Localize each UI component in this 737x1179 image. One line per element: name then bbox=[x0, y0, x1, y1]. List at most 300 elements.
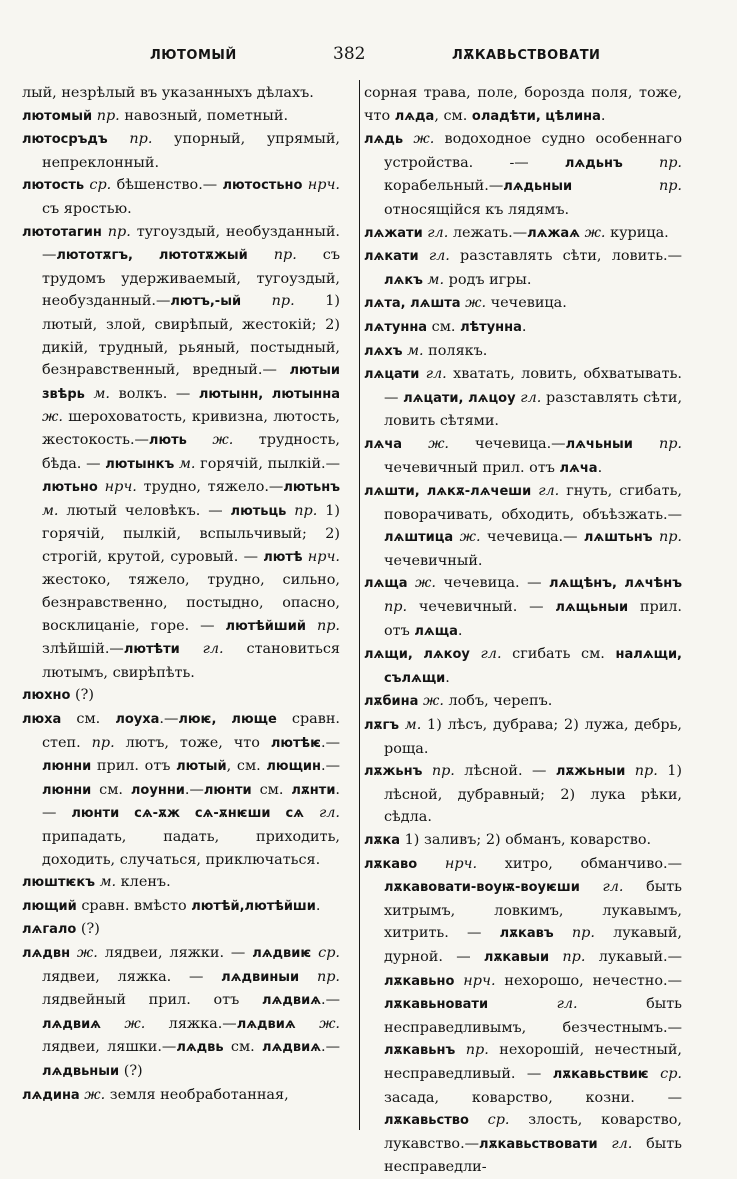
headword: лѫкавыи bbox=[483, 949, 550, 965]
page-number: 382 bbox=[333, 44, 366, 64]
headword: люхно bbox=[22, 688, 71, 704]
grammar-label: пр. bbox=[107, 223, 131, 240]
dictionary-entry bbox=[22, 105, 340, 129]
dictionary-entry bbox=[364, 128, 682, 221]
definition-text: . bbox=[521, 318, 527, 335]
grammar-label: гл. bbox=[425, 366, 447, 383]
grammar-label: ж. bbox=[428, 435, 449, 452]
grammar-label: гл. bbox=[520, 389, 542, 406]
definition-text bbox=[580, 879, 603, 895]
headword: лѫкавьство bbox=[384, 1113, 469, 1129]
headword: лѣтунна bbox=[460, 319, 522, 335]
headword: лѫка bbox=[364, 833, 401, 848]
dictionary-entry bbox=[364, 340, 682, 364]
definition-text: лый, незрѣлый въ указанныхъ дѣлахъ. bbox=[22, 85, 314, 101]
headword: лютыи звѣрь bbox=[42, 363, 340, 402]
definition-text: съ трудомъ удерживаемый, тугоуздый, необузданный.— bbox=[42, 247, 341, 310]
headword: лѧдвиѧ bbox=[262, 993, 322, 1009]
headword: лѧжати bbox=[364, 225, 423, 241]
grammar-label: пр. bbox=[316, 617, 341, 634]
definition-text: водоходное судно особеннаго устройства. -— bbox=[384, 131, 682, 171]
definition-text: быть несправедливымъ, безчестнымъ.— bbox=[384, 996, 682, 1036]
grammar-label: гл. bbox=[318, 805, 340, 822]
grammar-label: м. bbox=[178, 455, 196, 472]
headword: лѧдвь bbox=[176, 1040, 224, 1056]
definition-text: сравн. вмѣсто bbox=[76, 897, 192, 914]
headword: лѧдвьныи bbox=[42, 1063, 120, 1079]
definition-text: лежать.— bbox=[448, 224, 528, 241]
definition-text: лядвеи, ляшки.— bbox=[42, 1039, 177, 1056]
definition-text: курица. bbox=[605, 224, 669, 241]
dictionary-entry bbox=[22, 221, 340, 685]
definition-text bbox=[419, 248, 429, 264]
headword: лютый bbox=[176, 759, 227, 775]
definition-text: . — bbox=[42, 781, 340, 822]
definition-text: нехорошо, нечестно.— bbox=[495, 972, 682, 989]
definition-text: сгибать см. bbox=[501, 646, 616, 663]
definition-text bbox=[306, 618, 317, 634]
headword: лющий bbox=[22, 898, 77, 914]
definition-text bbox=[187, 432, 213, 448]
definition-text bbox=[296, 1016, 319, 1032]
headword: лѫкавьствовати bbox=[479, 1136, 598, 1152]
definition-text bbox=[101, 1016, 124, 1032]
headword: люнни bbox=[42, 782, 92, 798]
definition-text bbox=[402, 436, 428, 452]
grammar-label: пр. bbox=[91, 734, 115, 751]
headword: лютостьно bbox=[222, 178, 303, 194]
definition-text: припадать, падать, приходить, доходить, случаться, приключаться. bbox=[42, 829, 340, 868]
definition-text: ляжка.— bbox=[145, 1015, 237, 1032]
headword: лѫжьныи bbox=[555, 764, 626, 780]
grammar-label: нрч. bbox=[104, 479, 137, 496]
grammar-label: пр. bbox=[658, 435, 682, 452]
headword: лоуха bbox=[115, 712, 160, 728]
definition-text: .— bbox=[321, 734, 340, 751]
headword: лѫкаво bbox=[364, 856, 418, 872]
definition-text: чечевица. bbox=[486, 295, 567, 312]
definition-text: полякъ. bbox=[423, 342, 488, 359]
headword: лѧшти, лѧкѫ-лѧчеши bbox=[364, 484, 532, 500]
definition-text bbox=[454, 973, 463, 989]
grammar-label: м. bbox=[42, 502, 59, 519]
column-divider bbox=[359, 80, 360, 1130]
headword: лютынкъ bbox=[105, 456, 175, 472]
headword: лютьць bbox=[230, 503, 287, 519]
definition-text: чечевичный прил. отъ bbox=[384, 459, 560, 476]
grammar-label: пр. bbox=[384, 599, 408, 616]
definition-text: злѣйшій.— bbox=[42, 641, 124, 658]
headword: лѫкавъ bbox=[499, 926, 554, 942]
definition-text: засада, коварство, козни. — bbox=[384, 1089, 682, 1106]
definition-text bbox=[241, 293, 272, 309]
headword: лютьно bbox=[42, 480, 98, 496]
headword: лѫкавовати-воуѭ-воуѥши bbox=[384, 880, 580, 896]
headword: лѧча bbox=[559, 460, 598, 476]
dictionary-entry bbox=[364, 433, 682, 480]
dictionary-entry bbox=[364, 643, 682, 690]
definition-text bbox=[633, 436, 659, 452]
headword: лѧдьнъ bbox=[564, 155, 623, 171]
headword: лѧштица bbox=[384, 530, 454, 546]
headword: лютотѫгъ, лютотѫжый bbox=[56, 248, 248, 264]
definition-text: чечевица. — bbox=[435, 575, 549, 592]
definition-text bbox=[625, 763, 634, 779]
dictionary-entry bbox=[364, 480, 682, 572]
definition-text: родъ игры. bbox=[444, 271, 532, 288]
grammar-label: пр. bbox=[316, 968, 340, 985]
definition-text: прил. отъ bbox=[384, 599, 682, 639]
dictionary-entry bbox=[22, 82, 340, 105]
grammar-label: ср. bbox=[318, 944, 341, 961]
headword: лѧжаѧ bbox=[527, 225, 580, 241]
grammar-label: гл. bbox=[428, 248, 450, 265]
dictionary-entry bbox=[364, 853, 682, 1179]
definition-text: нехорошій, нечестный, несправедливый. — bbox=[384, 1042, 682, 1082]
headword: лѫбина bbox=[364, 694, 419, 710]
grammar-label: ж. bbox=[584, 224, 606, 241]
definition-text: чечевичный. — bbox=[407, 599, 556, 616]
headword: лѧдьныи bbox=[503, 179, 573, 195]
definition-text: кленъ. bbox=[116, 874, 171, 891]
grammar-label: пр. bbox=[634, 763, 658, 780]
definition-text: корабельный.— bbox=[384, 178, 504, 195]
definition-text bbox=[407, 575, 415, 591]
definition-text: .— bbox=[159, 711, 179, 728]
definition-text: см. bbox=[91, 781, 131, 798]
headword: лѧда bbox=[394, 108, 435, 124]
headword: лютѣ bbox=[263, 549, 303, 565]
definition-text bbox=[422, 763, 431, 779]
definition-text bbox=[488, 996, 557, 1012]
definition-text: лютъ, тоже, что bbox=[114, 734, 271, 751]
dictionary-entry bbox=[364, 222, 682, 246]
left-running-head: ЛЮТОМЫЙ bbox=[150, 48, 237, 63]
definition-text: лютый человѣкъ. — bbox=[58, 502, 231, 519]
headword: лѧхъ bbox=[364, 343, 403, 359]
right-running-head: ЛѪКАВЬСТВОВАТИ bbox=[452, 48, 601, 63]
definition-text bbox=[180, 641, 203, 657]
headword: лѫнти bbox=[291, 782, 336, 798]
headword: лютъ,-ый bbox=[170, 294, 242, 310]
definition-text: трудно, тяжело.— bbox=[136, 479, 284, 496]
headword: люштѥкъ bbox=[22, 875, 96, 891]
grammar-label: ж. bbox=[459, 529, 481, 546]
definition-text: 1) лѣсной, дубравный; 2) лука рѣки, сѣдла. bbox=[384, 763, 683, 826]
definition-text: .— bbox=[321, 992, 340, 1009]
definition-text: чечевица.— bbox=[449, 435, 566, 452]
headword: лѧтунна bbox=[364, 319, 428, 335]
dictionary-entry bbox=[364, 829, 682, 853]
grammar-label: м. bbox=[404, 717, 422, 734]
definition-text bbox=[403, 131, 413, 147]
definition-text: сравн. степ. bbox=[42, 711, 340, 751]
left-column bbox=[22, 82, 340, 1107]
headword: лютость bbox=[22, 178, 85, 194]
headword: лютѣти bbox=[123, 642, 180, 658]
headword: лѧцати bbox=[364, 367, 420, 383]
definition-text: лядвейный прил. отъ bbox=[42, 992, 263, 1009]
definition-text: относящійся къ лядямъ. bbox=[384, 201, 570, 218]
grammar-label: ср. bbox=[487, 1112, 510, 1129]
definition-text: разставлять сѣти, ловить.— bbox=[449, 248, 682, 265]
definition-text: . bbox=[445, 669, 450, 686]
definition-text: , см. bbox=[434, 107, 472, 124]
grammar-label: м. bbox=[427, 271, 445, 288]
headword: лѧдвиѧ bbox=[42, 1016, 101, 1032]
definition-text bbox=[598, 1136, 612, 1152]
grammar-label: м. bbox=[99, 874, 117, 891]
definition-text: волкъ. — bbox=[110, 385, 199, 402]
definition-text: съ яростью. bbox=[42, 200, 132, 217]
grammar-label: пр. bbox=[465, 1042, 489, 1059]
grammar-label: гл. bbox=[611, 1135, 633, 1152]
definition-text: горячій, пылкій.— bbox=[195, 455, 340, 472]
definition-text: . bbox=[597, 459, 603, 476]
headword: лѧдвиѧ bbox=[262, 1040, 322, 1056]
definition-text: чечевица.— bbox=[480, 529, 584, 546]
grammar-label: гл. bbox=[480, 646, 502, 663]
grammar-label: ж. bbox=[415, 575, 436, 592]
definition-text: трудность, бѣда. — bbox=[42, 431, 340, 472]
definition-text bbox=[649, 1066, 660, 1082]
definition-text: .— bbox=[321, 758, 340, 775]
definition-text: . bbox=[457, 622, 463, 639]
grammar-label: нрч. bbox=[444, 855, 478, 872]
definition-text: лядвеи, ляжка. — bbox=[42, 968, 222, 985]
definition-text bbox=[98, 479, 105, 495]
headword: лѧдвиѧ bbox=[236, 1016, 296, 1032]
definition-text bbox=[470, 646, 481, 662]
definition-text: 1) лютый, злой, свирѣпый, жестокій; 2) дикій, трудный, рьяный, постыдный, безнравственный, вредный.— bbox=[42, 293, 340, 379]
definition-text bbox=[417, 856, 445, 872]
dictionary-entry bbox=[22, 174, 340, 220]
headword: лѧща bbox=[364, 576, 408, 592]
dictionary-entry bbox=[364, 572, 682, 643]
headword: лѧцати, лѧцоу bbox=[403, 390, 516, 406]
headword: лютѣйший bbox=[225, 618, 306, 634]
definition-text bbox=[554, 925, 572, 941]
definition-text: быть хитрымъ, ловкимъ, лукавымъ, хитрить. — bbox=[384, 879, 682, 942]
headword: лѧкъ bbox=[384, 272, 423, 288]
grammar-label: ж. bbox=[42, 409, 63, 426]
definition-text bbox=[304, 805, 319, 821]
grammar-label: ж. bbox=[212, 431, 234, 448]
grammar-label: гл. bbox=[202, 641, 224, 658]
definition-text: (?) bbox=[76, 921, 100, 938]
grammar-label: пр. bbox=[658, 154, 682, 171]
dictionary-entry bbox=[364, 316, 682, 340]
dictionary-entry bbox=[364, 82, 682, 128]
definition-text bbox=[455, 1042, 465, 1058]
grammar-label: пр. bbox=[658, 529, 683, 546]
definition-text bbox=[85, 386, 94, 402]
grammar-label: пр. bbox=[571, 925, 595, 942]
headword: люха bbox=[22, 712, 62, 728]
grammar-label: пр. bbox=[431, 763, 455, 780]
headword: налѧщи, сълѧщи bbox=[384, 647, 682, 686]
dictionary-entry bbox=[364, 714, 682, 760]
headword: лютосръдъ bbox=[22, 132, 108, 148]
dictionary-entry bbox=[364, 292, 682, 316]
definition-text: лукавый.— bbox=[585, 948, 682, 965]
grammar-label: пр. bbox=[271, 293, 295, 310]
definition-text: становиться лютымъ, свирѣпѣть. bbox=[42, 641, 340, 681]
grammar-label: пр. bbox=[658, 178, 682, 195]
grammar-label: ж. bbox=[319, 1015, 340, 1032]
headword: лѫгъ bbox=[364, 718, 400, 734]
definition-text: земля необработанная, bbox=[105, 1086, 289, 1103]
definition-text: бѣшенство.— bbox=[111, 177, 223, 194]
grammar-label: ж. bbox=[124, 1015, 146, 1032]
grammar-label: пр. bbox=[562, 948, 586, 965]
grammar-label: ж. bbox=[413, 131, 435, 148]
definition-text bbox=[469, 1112, 488, 1128]
definition-text: 1) лѣсъ, дубрава; 2) лужа, дебрь, роща. bbox=[384, 717, 682, 757]
headword: лѧдина bbox=[22, 1087, 80, 1103]
grammar-label: ж. bbox=[422, 693, 444, 710]
definition-text: лѣсной. — bbox=[454, 763, 556, 780]
definition-text: хватать, ловить, обхватывать. — bbox=[384, 366, 682, 406]
headword: лѧщьныи bbox=[555, 600, 629, 616]
definition-text: .— bbox=[184, 781, 204, 798]
dictionary-entry bbox=[22, 128, 340, 174]
headword: лѧдвиныи bbox=[221, 969, 300, 985]
headword: лютомый bbox=[22, 108, 93, 124]
definition-text: см. bbox=[251, 781, 292, 798]
grammar-label: м. bbox=[407, 342, 424, 359]
headword: лютынн, лютынна bbox=[198, 386, 340, 402]
definition-text: разставлять сѣти, ловить сѣтями. bbox=[384, 389, 683, 430]
definition-text: см. bbox=[61, 711, 116, 728]
grammar-label: ж. bbox=[84, 1086, 106, 1103]
page-header bbox=[0, 42, 737, 72]
headword: лютѣй,лютѣйши bbox=[191, 898, 316, 914]
definition-text: гнуть, сгибать, поворачивать, обходить, объѣзжать.— bbox=[384, 483, 682, 523]
headword: лѧкати bbox=[364, 249, 419, 265]
definition-text bbox=[299, 969, 317, 985]
grammar-label: ср. bbox=[89, 177, 112, 194]
definition-text: тугоуздый, необузданный.— bbox=[42, 223, 341, 264]
definition-text: быть несправедли- bbox=[384, 1135, 682, 1176]
definition-text: (?) bbox=[119, 1062, 143, 1079]
headword: лѧгало bbox=[22, 922, 77, 938]
dictionary-entry bbox=[22, 871, 340, 895]
headword: лютотагин bbox=[22, 224, 102, 240]
grammar-label: ср. bbox=[660, 1065, 683, 1082]
headword: люнти bbox=[203, 782, 252, 798]
definition-text: 1) горячій, пылкій, вспыльчивый; 2) строгій, крутой, суровый. — bbox=[42, 502, 340, 565]
grammar-label: ж. bbox=[76, 944, 98, 961]
grammar-label: гл. bbox=[602, 879, 624, 896]
headword: лѧдвиѥ bbox=[252, 945, 312, 961]
definition-text: жестоко, тяжело, трудно, сильно, безнравственно, постыдно, опасно, восклицаніе, горе. — bbox=[42, 572, 340, 634]
definition-text: шероховатость, кривизна, лютость, жестокость.— bbox=[42, 409, 340, 448]
grammar-label: нрч. bbox=[463, 972, 496, 989]
dictionary-entry bbox=[22, 684, 340, 708]
definition-text: лобъ, черепъ. bbox=[443, 693, 553, 710]
headword: лющин bbox=[266, 759, 322, 775]
definition-text: сорная трава, поле, борозда поля, тоже, что bbox=[364, 85, 682, 124]
headword: лютьнъ bbox=[283, 480, 340, 496]
dictionary-entry bbox=[22, 942, 340, 1084]
grammar-label: гл. bbox=[538, 483, 560, 500]
headword: лѧща bbox=[414, 623, 458, 639]
headword: лѧта, лѧшта bbox=[364, 296, 461, 312]
definition-text bbox=[248, 247, 274, 263]
definition-text bbox=[108, 131, 130, 147]
grammar-label: нрч. bbox=[307, 548, 340, 565]
definition-text: лукавый, дурной. — bbox=[384, 925, 682, 965]
grammar-label: пр. bbox=[129, 131, 153, 148]
definition-text: навозный, пометный. bbox=[119, 107, 289, 124]
dictionary-entry bbox=[22, 708, 340, 871]
definition-text: хитро, обманчиво.— bbox=[477, 855, 682, 872]
definition-text: лядвеи, ляжки. — bbox=[97, 944, 253, 961]
definition-text bbox=[572, 178, 659, 194]
definition-text bbox=[549, 949, 562, 965]
headword: оладѣти, цѣлина bbox=[471, 108, 601, 124]
headword: лѧдвн bbox=[22, 945, 71, 961]
definition-text: (?) bbox=[70, 687, 94, 704]
definition-text: злость, коварство, лукавство.— bbox=[384, 1112, 682, 1152]
grammar-label: ж. bbox=[465, 295, 487, 312]
dictionary-entry bbox=[22, 895, 340, 919]
headword: лѧдь bbox=[364, 132, 404, 148]
definition-text: см. bbox=[223, 1039, 263, 1056]
grammar-label: пр. bbox=[294, 502, 318, 519]
headword: лѧча bbox=[364, 436, 403, 452]
headword: лютѣѥ bbox=[270, 735, 322, 751]
definition-text: .— bbox=[321, 1039, 340, 1056]
definition-text bbox=[623, 155, 659, 171]
grammar-label: гл. bbox=[556, 996, 578, 1013]
dictionary-entry bbox=[364, 363, 682, 433]
grammar-label: нрч. bbox=[307, 177, 340, 194]
headword: лѫкавьнъ bbox=[384, 1043, 456, 1059]
headword: лють bbox=[148, 432, 187, 448]
definition-text: упорный, упрямый, непреклонный. bbox=[42, 131, 340, 171]
dictionary-entry bbox=[364, 690, 682, 714]
grammar-label: пр. bbox=[273, 247, 297, 264]
dictionary-entry bbox=[364, 245, 682, 292]
definition-text: , см. bbox=[226, 758, 267, 775]
definition-text: . bbox=[600, 107, 606, 124]
headword: лѫкавьновати bbox=[384, 997, 489, 1013]
dictionary-entry bbox=[364, 760, 682, 829]
definition-text: . bbox=[315, 897, 321, 914]
grammar-label: гл. bbox=[427, 224, 449, 241]
headword: лѧштьнъ bbox=[583, 530, 653, 546]
headword: люѥ, люще bbox=[178, 712, 277, 728]
right-column bbox=[364, 82, 682, 1179]
dictionary-entry bbox=[22, 918, 340, 942]
definition-text: см. bbox=[427, 318, 461, 335]
headword: лѫкавьно bbox=[384, 973, 455, 989]
definition-text bbox=[70, 945, 77, 961]
headword: лоунни bbox=[130, 782, 185, 798]
definition-text: чечевичный. bbox=[384, 552, 483, 569]
headword: лѧчьныи bbox=[565, 436, 633, 452]
headword: лѫжьнъ bbox=[364, 764, 423, 780]
grammar-label: пр. bbox=[96, 107, 120, 124]
dictionary-entry bbox=[22, 1084, 340, 1108]
grammar-label: м. bbox=[93, 385, 111, 402]
headword: лѧщи, лѧкоу bbox=[364, 647, 470, 663]
headword: лѫкавьствиѥ bbox=[552, 1066, 649, 1082]
headword: лѧщѣнъ, лѧчѣнъ bbox=[549, 576, 682, 592]
definition-text: прил. отъ bbox=[91, 758, 177, 775]
